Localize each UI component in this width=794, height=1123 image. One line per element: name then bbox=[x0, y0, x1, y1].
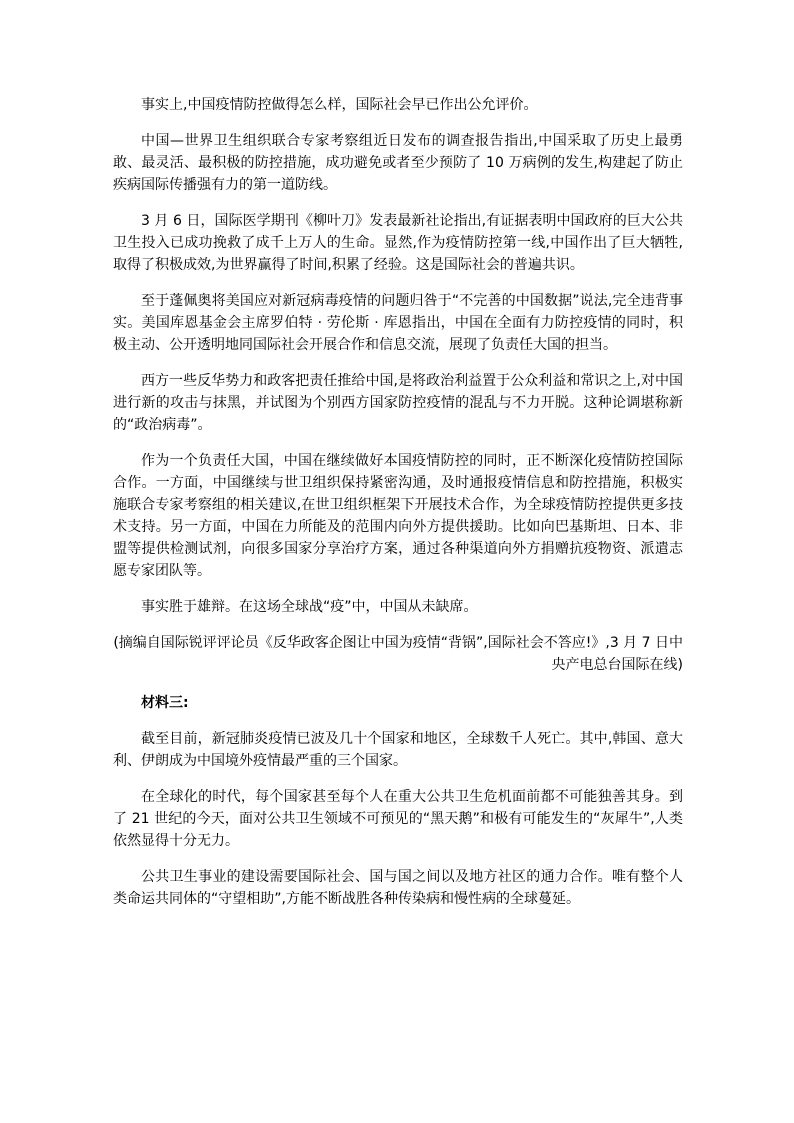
document-page bbox=[113, 94, 683, 924]
paragraph-public-health: 公共卫生事业的建设需要国际社会、国与国之间以及地方社区的通力合作。唯有整个人类命运共同体的“守望相助”,方能不断战胜各种传染病和慢性病的全球蔓延。 bbox=[113, 869, 683, 907]
paragraph-lancet: 3 月 6 日，国际医学期刊《柳叶刀》发表最新社论指出,有证据表明中国政府的巨大公共卫生投入已成功挽救了成千上万人的生命。显然,作为疫情防控第一线,中国作出了巨大牺牲,取得了积极成效,为世界赢得了时间,积累了经验。这是国际社会的普遍共识。 bbox=[113, 213, 683, 273]
paragraph-who-report: 中国—世界卫生组织联合专家考察组近日发布的调查报告指出,中国采取了历史上最勇敢、最灵活、最积极的防控措施，成功避免或者至少预防了 10 万病例的发生,构建起了防止疾病国际传播强有力的第一道防线。 bbox=[113, 133, 683, 193]
section-heading: 材料三: bbox=[141, 695, 189, 711]
paragraph-cooperation: 作为一个负责任大国，中国在继续做好本国疫情防控的同时，正不断深化疫情防控国际合作。一方面，中国继续与世卫组织保持紧密沟通，及时通报疫情信息和防控措施，积极实施联合专家考察组的相关建议,在世卫组织框架下开展技术合作，为全球疫情防控提供更多技术支持。另一方面，中国在力所能及的范围内向外方提供援助。比如向巴基斯坦、日本、非盟等提供检测试剂，向很多国家分享治疗方案，通过各种渠道向外方捐赠抗疫物资、派遣志愿专家团队等。 bbox=[113, 453, 683, 579]
source-note: (摘编自国际锐评评论员《反华政客企图让中国为疫情“背锅”,国际社会不答应!》,3 月 7 日中央产电总台国际在线) bbox=[113, 635, 683, 673]
paragraph-globalization: 在全球化的时代，每个国家甚至每个人在重大公共卫生危机面前都不可能独善其身。到了 21 世纪的今天，面对公共卫生领域不可预见的“黑天鹅”和极有可能发生的“灰犀牛”,人类依然显得十分无力。 bbox=[113, 789, 683, 849]
paragraph-political-virus: 西方一些反华势力和政客把责任推给中国,是将政治利益置于公众利益和常识之上,对中国进行新的攻击与抹黑，并试图为个别西方国家防控疫情的混乱与不力开脱。这种论调堪称新的“政治病毒”。 bbox=[113, 373, 683, 433]
paragraph-global-spread: 截至目前，新冠肺炎疫情已波及几十个国家和地区，全球数千人死亡。其中,韩国、意大利、伊朗成为中国境外疫情最严重的三个国家。 bbox=[113, 731, 683, 769]
paragraph-pompeo: 至于蓬佩奥将美国应对新冠病毒疫情的问题归咎于“不完善的中国数据”说法,完全违背事实。美国库恩基金会主席罗伯特 · 劳伦斯 · 库恩指出，中国在全面有力防控疫情的同时，积极主动、公开透明地同国际社会开展合作和信息交流，展现了负责任大国的担当。 bbox=[113, 293, 683, 353]
paragraph-intro: 事实上,中国疫情防控做得怎么样，国际社会早已作出公允评价。 bbox=[141, 97, 538, 113]
paragraph-conclusion: 事实胜于雄辩。在这场全球战“疫”中，中国从未缺席。 bbox=[141, 599, 478, 615]
